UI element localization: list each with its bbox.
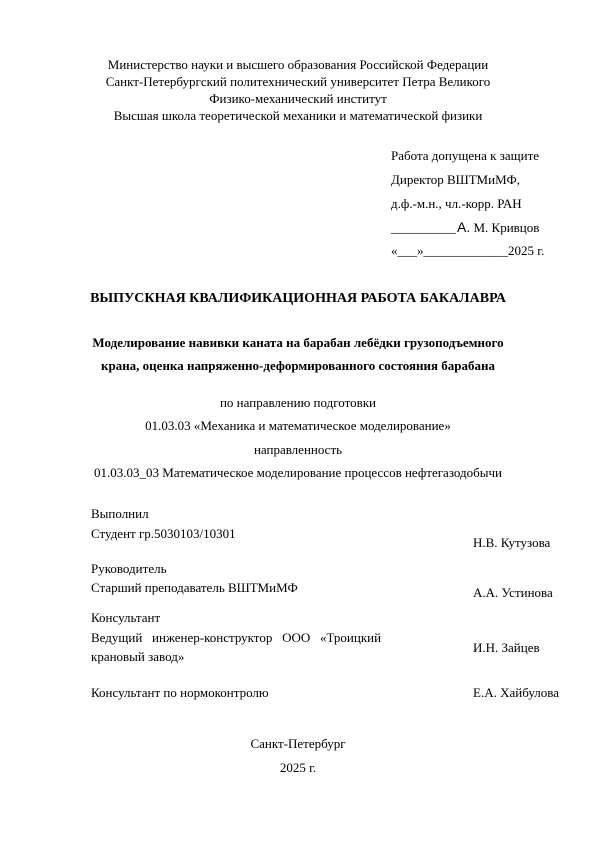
supervisor-role: Руководитель <box>91 561 167 576</box>
ministry-line: Министерство науки и высшего образования Российской Федерации <box>107 57 489 72</box>
approval-date: «___»_____________2025 г. <box>391 243 545 258</box>
work-type-title: ВЫПУСКНАЯ КВАЛИФИКАЦИОННАЯ РАБОТА БАКАЛАВРА <box>90 291 506 306</box>
approval-line-3: д.ф.-м.н., чл.-корр. РАН <box>391 196 522 211</box>
approval-line-1: Работа допущена к защите <box>391 148 540 163</box>
signature-name: М. Кривцов <box>473 220 540 235</box>
performer-desc: Студент гр.5030103/10301 <box>91 526 236 541</box>
norm-control-name: Е.А. Хайбулова <box>473 685 559 700</box>
approval-signature <box>391 219 539 236</box>
approval-line-2: Директор ВШТМиМФ, <box>391 172 520 187</box>
signature-blank: __________ <box>391 220 456 235</box>
topic-line-2: крана, оценка напряженно-деформированного состояния барабана <box>100 358 496 373</box>
focus-label: направленность <box>253 442 343 457</box>
supervisor-name: А.А. Устинова <box>473 585 553 600</box>
consultant-role: Консультант <box>91 610 161 625</box>
university-line: Санкт-Петербургский политехнический университет Петра Великого <box>105 74 491 89</box>
performer-role: Выполнил <box>91 506 149 521</box>
focus-value: 01.03.03_03 Математическое моделирование процессов нефтегазодобычи <box>94 465 502 480</box>
footer-city: Санкт-Петербург <box>250 736 346 751</box>
footer-year: 2025 г. <box>279 760 317 775</box>
signature-initial: А. <box>457 219 471 235</box>
norm-control-role: Консультант по нормоконтролю <box>91 685 269 700</box>
direction-code: 01.03.03 «Механика и математическое моделирование» <box>145 418 451 433</box>
consultant-desc-line-1: Ведущий инженер-конструктор ООО «Троицкий <box>91 630 382 645</box>
direction-label: по направлению подготовки <box>219 395 377 410</box>
consultant-desc-line-2: крановый завод» <box>91 649 185 664</box>
topic-line-1: Моделирование навивки каната на барабан лебёдки грузоподъемного <box>92 335 504 350</box>
consultant-name: И.Н. Зайцев <box>473 640 540 655</box>
institute-line: Физико-механический институт <box>209 91 387 106</box>
performer-name: Н.В. Кутузова <box>473 535 551 550</box>
supervisor-desc: Старший преподаватель ВШТМиМФ <box>91 580 298 595</box>
school-line: Высшая школа теоретической механики и математической физики <box>113 108 483 123</box>
